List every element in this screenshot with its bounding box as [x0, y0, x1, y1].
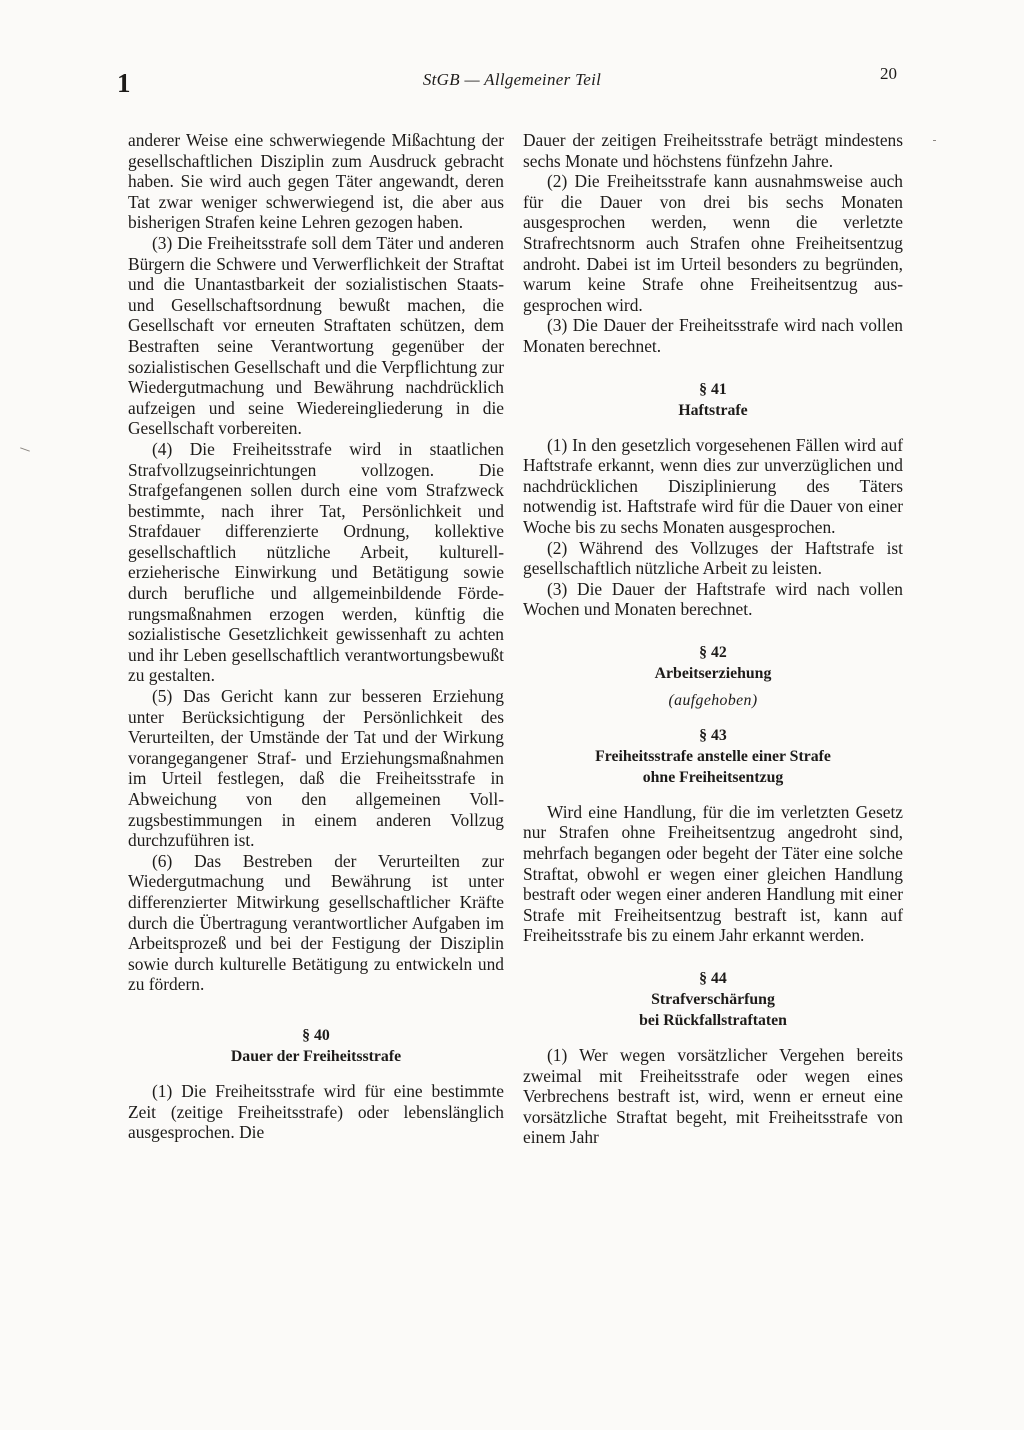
- paragraph: anderer Weise eine schwerwiegende Mißachtung der gesellschaftlichen Disziplin zum Ausdruck gebracht haben. Sie wird auch gegen Täter angewandt, deren Tat zwar weniger schwerwiegend ist, die aber aus bisherigen Strafen keine Lehren gezogen haben.: [128, 130, 504, 233]
- paragraph: (2) Die Freiheitsstrafe kann ausnahmsweise auch für die Dauer von drei bis sechs Monaten ausgesprochen werden, wenn die verletzte Strafrechtsnorm auch Strafen ohne Freiheitsentzug androht. Dabei ist im Urteil besonders zu begründen, warum keine Strafe ohne Freiheitsentzug ausgesprochen wird.: [523, 171, 903, 315]
- chapter-number: 1: [117, 68, 131, 98]
- paragraph: (6) Das Bestreben der Verurteilten zur Wiedergutmachung und Bewährung ist unter differenzierter Mitwirkung gesellschaftlicher Kräfte durch die Übertragung verantwortlicher Aufgaben im Arbeitsprozeß und bei der Festigung der Disziplin sowie durch kulturelle Betätigung zu entwickeln und zu fördern.: [128, 850, 504, 995]
- paragraph: (1) In den gesetzlich vorgesehenen Fällen wird auf Haftstrafe erkannt, wenn dies zur unverzüglichen und nachdrücklichen Disziplinierung des Täters notwendig ist. Haftstrafe wird für die Dauer von einer Woche bis zu sechs Monaten ausgesprochen.: [523, 434, 903, 537]
- margin-mark: [933, 140, 936, 141]
- running-title: StGB — Allgemeiner Teil: [422, 70, 602, 89]
- section-title: bei Rückfallstraftaten: [639, 1012, 787, 1030]
- section-number: § 43: [699, 726, 727, 744]
- margin-mark: [20, 447, 30, 451]
- section-title: Dauer der Freiheitsstrafe: [230, 1047, 402, 1065]
- section-title: Freiheitsstrafe anstelle einer Strafe: [595, 747, 831, 765]
- paragraph: (2) Während des Vollzuges der Haftstrafe ist gesellschaftlich nützliche Arbeit zu leisten.: [523, 537, 903, 579]
- section-number: § 41: [699, 380, 727, 398]
- right-column: [523, 130, 903, 1148]
- section-title: ohne Freiheitsentzug: [642, 768, 784, 786]
- section-title: Haftstrafe: [678, 401, 748, 419]
- section-number: § 42: [699, 643, 727, 661]
- paragraph: (4) Die Freiheitsstrafe wird in staatlichen Strafvollzugseinrichtungen vollzogen. Die Strafgefangenen sollen durch eine vom Strafzweck bestimmte, nach ihrer Tat, Persönlichkeit und Strafdauer differenzierte Ordnung, kollektive gesellschaftlich nützliche Arbeit, kulturell-erzieherische Einwirkung und Betätigung sowie durch berufliche und allgemeinbildende Förderungsmaßnahmen erzogen werden, künftig die sozialistische Gesetzlichkeit gewissenhaft zu achten und ihr Leben gesellschaftlich verantwortungsbewußt zu gestalten.: [128, 438, 504, 686]
- section-number: § 44: [699, 970, 727, 988]
- paragraph: (1) Die Freiheitsstrafe wird für eine bestimmte Zeit (zeitige Freiheitsstrafe) oder lebenslänglich ausgesprochen. Die: [128, 1080, 504, 1143]
- paragraph: (3) Die Dauer der Freiheitsstrafe wird nach vollen Monaten berechnet.: [523, 315, 903, 356]
- section-title: Arbeitserziehung: [654, 664, 772, 682]
- section-number: § 40: [302, 1026, 330, 1044]
- page-header: [0, 62, 1024, 102]
- paragraph: (5) Das Gericht kann zur besseren Erziehung unter Berücksichtigung der Persönlichkeit des Verurteilten, der Umstände der Tat und der Wirkung vorangegangener Straf- und Erziehungsmaßnahmen im Urteil festlegen, daß die Freiheitsstrafe in Abweichung von den allgemeinen Vollzugsbestimmungen in einem anderen Vollzug durchzuführen ist.: [128, 686, 504, 851]
- paragraph: Dauer der zeitigen Freiheitsstrafe beträgt mindestens sechs Monate und höchstens fünfzehn Jahre.: [523, 130, 903, 171]
- paragraph: (1) Wer wegen vorsätzlicher Vergehen bereits zweimal mit Freiheitsstrafe oder wegen eines Verbrechens bestraft ist, wird, wenn er erneut eine vorsätzliche Straftat begeht, mit Freiheitsstrafe von einem Jahr: [523, 1045, 903, 1148]
- paragraph: Wird eine Handlung, für die im verletzten Gesetz nur Strafen ohne Freiheitsentzug angedroht sind, mehrfach begangen oder begeht der Täter eine solche Straftat, obwohl er wegen einer gleichen Handlung bestraft oder wegen einer anderen Handlung mit einer Strafe mit Freiheitsentzug bestraft ist, kann auf Freiheitsstrafe bis zu einem Jahr erkannt werden.: [523, 801, 903, 946]
- section-title: Strafverschärfung: [651, 991, 775, 1009]
- left-column: [128, 130, 504, 1143]
- paragraph: (3) Die Freiheitsstrafe soll dem Täter und anderen Bürgern die Schwere und Verwerflichkeit der Straftat und die Unantastbarkeit der sozialistischen Staats- und Gesellschaftsordnung bewußt machen, die Gesellschaft vor erneuten Straftaten schützen, dem Bestraften seine Verantwortung gegenüber der sozialistischen Gesellschaft und die Verpflichtung zur Wiedergutmachung und Bewährung nachdrücklich aufzeigen und seine Wiedereingliederung in die Gesellschaft vorbereiten.: [128, 232, 504, 439]
- section-note: (aufgehoben): [668, 691, 758, 709]
- page-number: 20: [880, 64, 897, 83]
- paragraph: (3) Die Dauer der Haftstrafe wird nach vollen Wochen und Monaten berechnet.: [523, 578, 903, 620]
